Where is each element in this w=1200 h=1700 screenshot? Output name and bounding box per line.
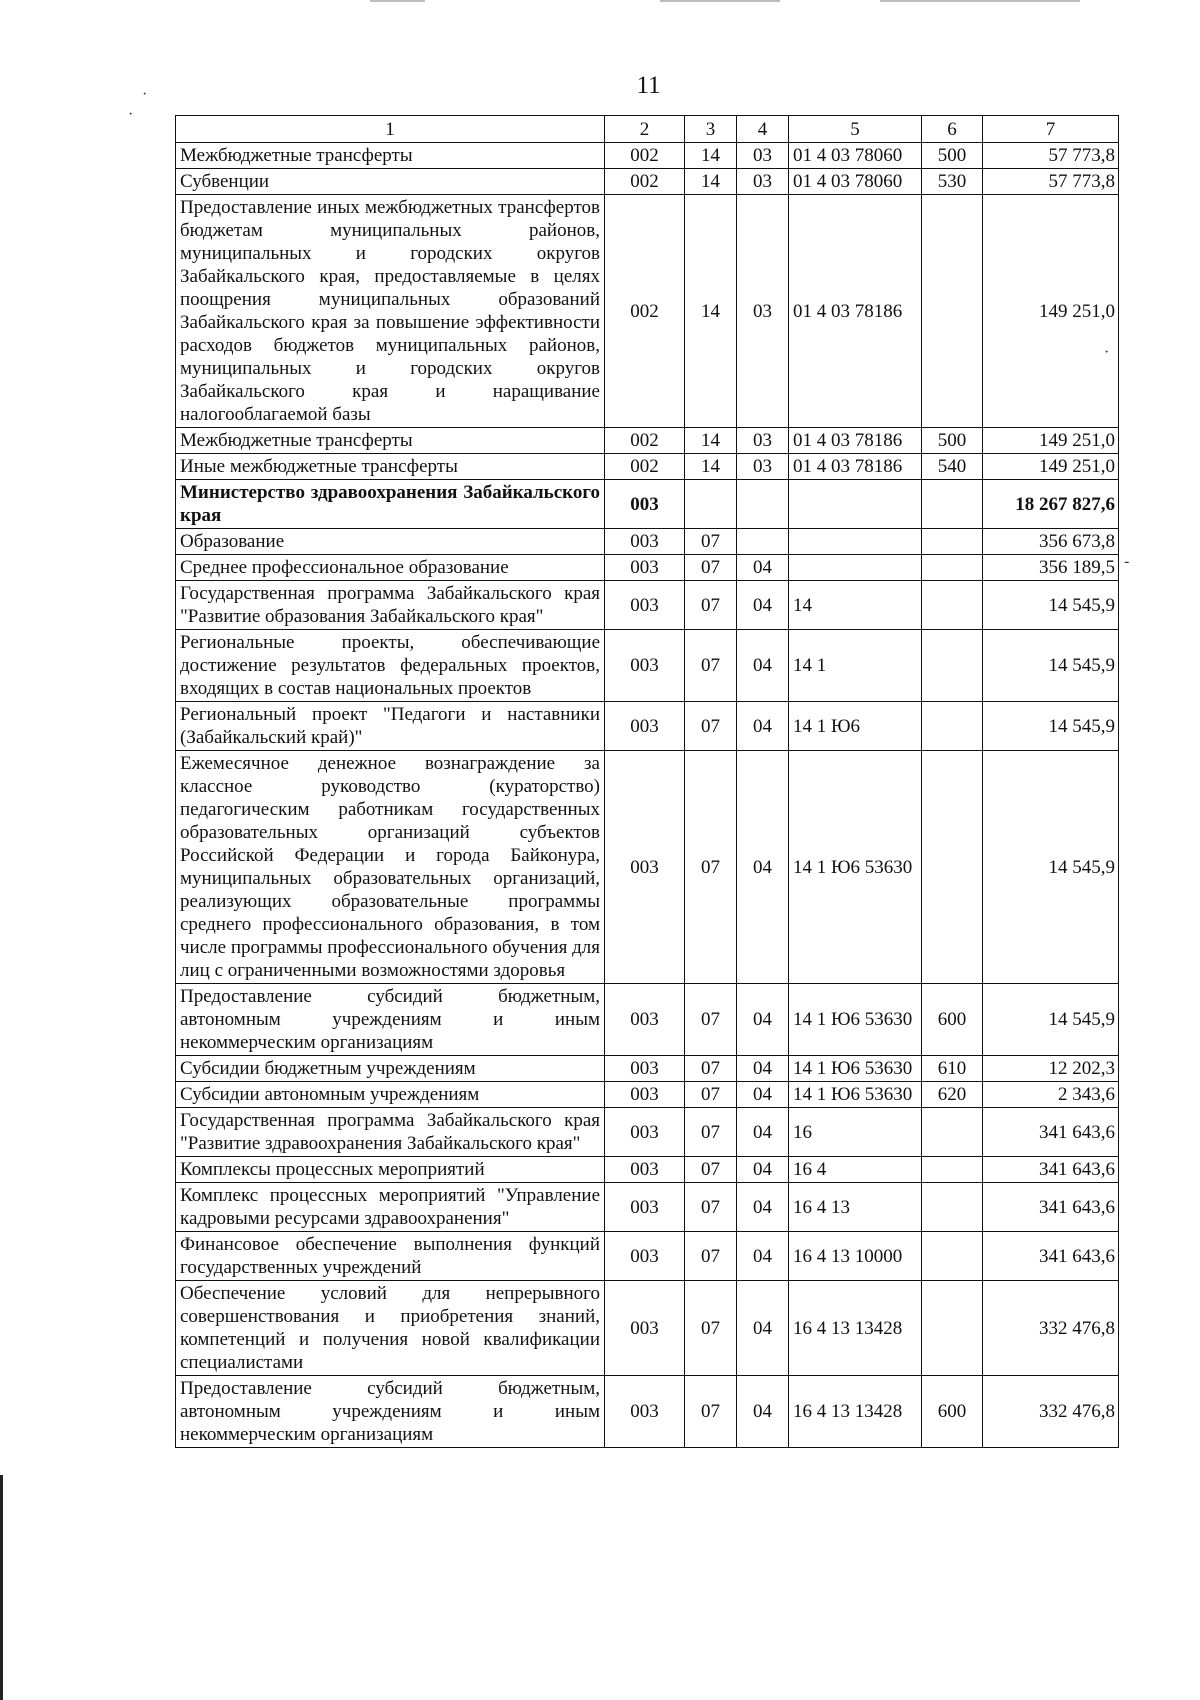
target-article-cell: 16 4 13 10000 [789,1232,922,1281]
admin-code-cell: 003 [605,1157,685,1183]
column-header-3: 3 [685,116,737,143]
table-row [176,428,1119,454]
subsection-cell: 04 [737,1183,789,1232]
row-name-cell: Предоставление иных межбюджетных трансфертов бюджетам муниципальных районов, муниципальных и городских округов Забайкальского края, предоставляемые в целях поощрения муниципальных образований Забайкальского края за повышение эффективности расходов бюджетов муниципальных районов, муниципальных и городских округов Забайкальского края и наращивание налогооблагаемой базы [176,195,605,428]
subsection-cell: 04 [737,555,789,581]
row-name-cell: Образование [176,529,605,555]
table-row [176,630,1119,702]
amount-cell: 332 476,8 [983,1376,1119,1448]
section-cell: 07 [685,1108,737,1157]
target-article-cell: 01 4 03 78186 [789,195,922,428]
section-cell: 14 [685,428,737,454]
amount-cell: 341 643,6 [983,1183,1119,1232]
row-name-cell: Субсидии автономным учреждениям [176,1082,605,1108]
amount-cell: 2 343,6 [983,1082,1119,1108]
section-cell: 07 [685,1056,737,1082]
column-header-5: 5 [789,116,922,143]
admin-code-cell: 003 [605,702,685,751]
row-name-cell: Среднее профессиональное образование [176,555,605,581]
subsection-cell: 04 [737,1281,789,1376]
expense-type-cell [922,1108,983,1157]
table-row [176,529,1119,555]
scan-edge-mark [880,0,1080,2]
row-name-cell: Комплекс процессных мероприятий "Управление кадровыми ресурсами здравоохранения" [176,1183,605,1232]
table-row [176,1183,1119,1232]
column-header-6: 6 [922,116,983,143]
amount-cell: 14 545,9 [983,581,1119,630]
section-cell: 07 [685,1082,737,1108]
table-row [176,555,1119,581]
column-header-4: 4 [737,116,789,143]
admin-code-cell: 003 [605,1281,685,1376]
subsection-cell: 03 [737,195,789,428]
target-article-cell: 16 [789,1108,922,1157]
amount-cell: 356 189,5 [983,555,1119,581]
expense-type-cell [922,480,983,529]
target-article-cell: 14 1 [789,630,922,702]
row-name-cell: Финансовое обеспечение выполнения функций государственных учреждений [176,1232,605,1281]
admin-code-cell: 003 [605,751,685,984]
target-article-cell [789,529,922,555]
table-row [176,581,1119,630]
expense-type-cell [922,195,983,428]
section-cell: 07 [685,1376,737,1448]
target-article-cell: 01 4 03 78060 [789,143,922,169]
target-article-cell: 14 1 Ю6 [789,702,922,751]
subsection-cell: 04 [737,702,789,751]
row-name-cell: Региональные проекты, обеспечивающие достижение результатов федеральных проектов, входящих в состав национальных проектов [176,630,605,702]
subsection-cell: 04 [737,1376,789,1448]
expense-type-cell [922,1232,983,1281]
admin-code-cell: 003 [605,581,685,630]
expense-type-cell [922,1281,983,1376]
scan-edge-bar [0,1475,3,1700]
admin-code-cell: 003 [605,984,685,1056]
section-cell: 14 [685,169,737,195]
target-article-cell: 01 4 03 78186 [789,428,922,454]
section-cell: 07 [685,751,737,984]
admin-code-cell: 002 [605,143,685,169]
expense-type-cell: 530 [922,169,983,195]
expense-type-cell: 540 [922,454,983,480]
subsection-cell: 04 [737,581,789,630]
column-header-1: 1 [176,116,605,143]
amount-cell: 14 545,9 [983,702,1119,751]
section-cell: 14 [685,195,737,428]
amount-cell: 149 251,0 [983,428,1119,454]
admin-code-cell: 002 [605,454,685,480]
scan-speck: · [142,86,148,103]
subsection-cell: 03 [737,428,789,454]
expense-type-cell [922,702,983,751]
subsection-cell: 03 [737,169,789,195]
target-article-cell: 14 1 Ю6 53630 [789,1082,922,1108]
table-row [176,480,1119,529]
row-name-cell: Межбюджетные трансферты [176,143,605,169]
row-name-cell: Предоставление субсидий бюджетным, автономным учреждениям и иным некоммерческим организациям [176,1376,605,1448]
amount-cell: 14 545,9 [983,984,1119,1056]
row-name-cell: Государственная программа Забайкальского края "Развитие образования Забайкальского края" [176,581,605,630]
expense-type-cell [922,555,983,581]
section-cell: 14 [685,143,737,169]
row-name-cell: Обеспечение условий для непрерывного совершенствования и приобретения знаний, компетенций и получения новой квалификации специалистами [176,1281,605,1376]
scan-edge-mark [660,0,780,2]
table-row [176,1232,1119,1281]
scan-speck: · [1104,344,1110,361]
amount-cell: 18 267 827,6 [983,480,1119,529]
expense-type-cell: 620 [922,1082,983,1108]
expense-type-cell: 610 [922,1056,983,1082]
target-article-cell: 16 4 [789,1157,922,1183]
row-name-cell: Иные межбюджетные трансферты [176,454,605,480]
admin-code-cell: 003 [605,555,685,581]
amount-cell: 341 643,6 [983,1108,1119,1157]
subsection-cell: 04 [737,751,789,984]
target-article-cell: 16 4 13 [789,1183,922,1232]
section-cell: 07 [685,1157,737,1183]
admin-code-cell: 003 [605,630,685,702]
subsection-cell: 03 [737,454,789,480]
table-row [176,702,1119,751]
amount-cell: 149 251,0 [983,195,1119,428]
table-row [176,454,1119,480]
amount-cell: 57 773,8 [983,143,1119,169]
section-cell: 07 [685,555,737,581]
target-article-cell [789,555,922,581]
amount-cell: 356 673,8 [983,529,1119,555]
target-article-cell: 01 4 03 78060 [789,169,922,195]
table-row [176,1157,1119,1183]
admin-code-cell: 002 [605,195,685,428]
admin-code-cell: 003 [605,1183,685,1232]
row-name-cell: Министерство здравоохранения Забайкальского края [176,480,605,529]
admin-code-cell: 003 [605,1082,685,1108]
expense-type-cell: 600 [922,984,983,1056]
admin-code-cell: 002 [605,169,685,195]
subsection-cell: 04 [737,1108,789,1157]
section-cell: 07 [685,1232,737,1281]
subsection-cell: 04 [737,1056,789,1082]
expense-type-cell [922,630,983,702]
section-cell: 14 [685,454,737,480]
table-row [176,984,1119,1056]
table-row [176,1108,1119,1157]
subsection-cell [737,480,789,529]
row-name-cell: Ежемесячное денежное вознаграждение за классное руководство (кураторство) педагогическим работникам государственных образовательных организаций субъектов Российской Федерации и города Байконура, муниципальных образовательных организаций, реализующих образовательные программы среднего профессионального образования, в том числе программы профессионального обучения для лиц с ограниченными возможностями здоровья [176,751,605,984]
row-name-cell: Государственная программа Забайкальского края "Развитие здравоохранения Забайкальского края" [176,1108,605,1157]
admin-code-cell: 003 [605,529,685,555]
target-article-cell: 16 4 13 13428 [789,1376,922,1448]
subsection-cell: 04 [737,630,789,702]
column-header-7: 7 [983,116,1119,143]
target-article-cell: 14 [789,581,922,630]
table-header-row [176,116,1119,143]
section-cell: 07 [685,529,737,555]
section-cell: 07 [685,984,737,1056]
subsection-cell [737,529,789,555]
admin-code-cell: 002 [605,428,685,454]
section-cell: 07 [685,1183,737,1232]
table-row [176,169,1119,195]
table-row [176,1082,1119,1108]
admin-code-cell: 003 [605,1056,685,1082]
amount-cell: 332 476,8 [983,1281,1119,1376]
amount-cell: 57 773,8 [983,169,1119,195]
admin-code-cell: 003 [605,480,685,529]
expense-type-cell [922,529,983,555]
target-article-cell: 16 4 13 13428 [789,1281,922,1376]
table-row [176,1056,1119,1082]
target-article-cell [789,480,922,529]
amount-cell: 12 202,3 [983,1056,1119,1082]
row-name-cell: Предоставление субсидий бюджетным, автономным учреждениям и иным некоммерческим организациям [176,984,605,1056]
row-name-cell: Субвенции [176,169,605,195]
expense-type-cell: 500 [922,143,983,169]
expense-type-cell: 500 [922,428,983,454]
subsection-cell: 04 [737,984,789,1056]
expense-type-cell [922,1183,983,1232]
row-name-cell: Межбюджетные трансферты [176,428,605,454]
subsection-cell: 04 [737,1082,789,1108]
section-cell: 07 [685,702,737,751]
expense-type-cell [922,581,983,630]
target-article-cell: 01 4 03 78186 [789,454,922,480]
target-article-cell: 14 1 Ю6 53630 [789,1056,922,1082]
table-row [176,751,1119,984]
amount-cell: 341 643,6 [983,1157,1119,1183]
subsection-cell: 03 [737,143,789,169]
scan-speck: - [1124,553,1130,570]
row-name-cell: Комплексы процессных мероприятий [176,1157,605,1183]
amount-cell: 14 545,9 [983,630,1119,702]
row-name-cell: Субсидии бюджетным учреждениям [176,1056,605,1082]
budget-table [175,115,1119,1448]
scan-edge-mark [370,0,425,2]
section-cell [685,480,737,529]
table-row [176,143,1119,169]
page-number: 11 [636,72,661,99]
admin-code-cell: 003 [605,1376,685,1448]
table-row [176,1281,1119,1376]
table-row [176,1376,1119,1448]
subsection-cell: 04 [737,1157,789,1183]
subsection-cell: 04 [737,1232,789,1281]
amount-cell: 14 545,9 [983,751,1119,984]
admin-code-cell: 003 [605,1232,685,1281]
table-row [176,195,1119,428]
expense-type-cell: 600 [922,1376,983,1448]
expense-type-cell [922,751,983,984]
target-article-cell: 14 1 Ю6 53630 [789,751,922,984]
admin-code-cell: 003 [605,1108,685,1157]
section-cell: 07 [685,581,737,630]
scan-speck: · [128,106,134,123]
section-cell: 07 [685,1281,737,1376]
section-cell: 07 [685,630,737,702]
column-header-2: 2 [605,116,685,143]
target-article-cell: 14 1 Ю6 53630 [789,984,922,1056]
amount-cell: 149 251,0 [983,454,1119,480]
expense-type-cell [922,1157,983,1183]
row-name-cell: Региональный проект "Педагоги и наставники (Забайкальский край)" [176,702,605,751]
amount-cell: 341 643,6 [983,1232,1119,1281]
